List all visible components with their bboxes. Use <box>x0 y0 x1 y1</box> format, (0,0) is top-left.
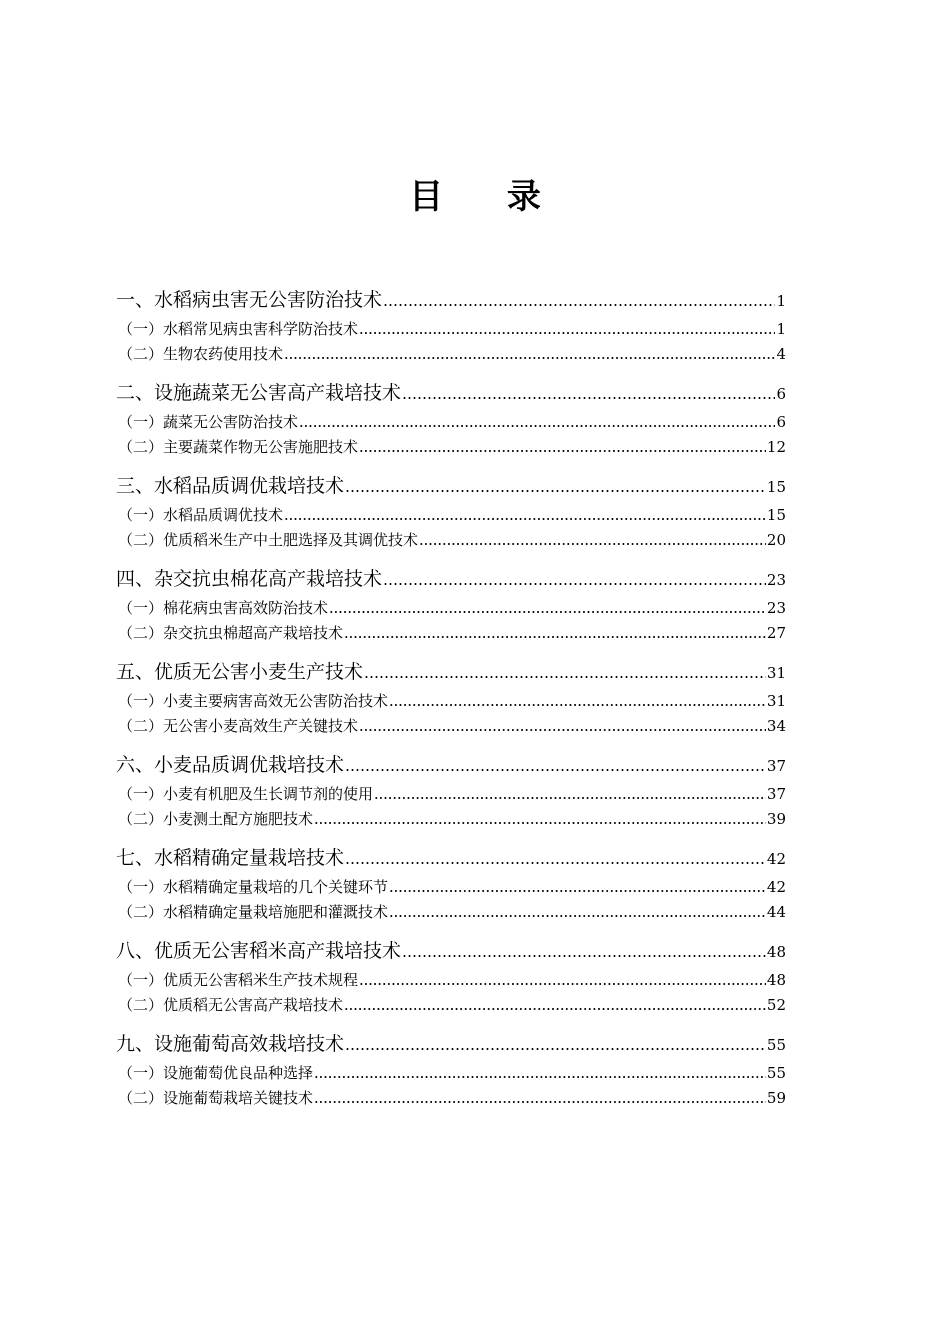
toc-section-entry[interactable] <box>116 621 786 646</box>
toc-entry-title: （二）小麦测土配方施肥技术 <box>118 810 314 828</box>
toc-chapter <box>116 376 786 460</box>
toc-entry-title: （二）无公害小麦高效生产关键技术 <box>118 717 359 735</box>
dot-leader <box>383 567 766 586</box>
toc-section-entry[interactable] <box>116 503 786 528</box>
dot-leader <box>345 846 766 865</box>
toc-entry-title: （二）设施葡萄栽培关键技术 <box>118 1089 314 1107</box>
dot-leader <box>402 939 766 958</box>
dot-leader <box>359 320 775 335</box>
toc-page-number: 20 <box>766 531 786 549</box>
toc-page-number: 15 <box>766 506 786 524</box>
dot-leader <box>383 288 775 307</box>
dot-leader <box>345 474 766 493</box>
toc-section-entry[interactable] <box>116 410 786 435</box>
dot-leader <box>284 345 775 360</box>
toc-page-number: 1 <box>776 292 786 310</box>
dot-leader <box>345 753 766 772</box>
dot-leader <box>329 599 766 614</box>
dot-leader <box>419 531 766 546</box>
toc-section-entry[interactable] <box>116 1086 786 1111</box>
toc-page-number: 48 <box>766 971 786 989</box>
dot-leader <box>344 996 766 1011</box>
toc-entry-title: 一、水稻病虫害无公害防治技术 <box>116 289 383 311</box>
toc-page-number: 37 <box>766 757 786 775</box>
toc-entry-title: （一）水稻常见病虫害科学防治技术 <box>118 320 359 338</box>
toc-chapter-entry[interactable] <box>116 655 786 689</box>
toc-section-entry[interactable] <box>116 714 786 739</box>
toc-page-number: 6 <box>776 385 786 403</box>
toc-entry-title: 六、小麦品质调优栽培技术 <box>116 754 345 776</box>
toc-section-entry[interactable] <box>116 435 786 460</box>
dot-leader <box>374 785 766 800</box>
toc-section-entry[interactable] <box>116 317 786 342</box>
dot-leader <box>359 971 766 986</box>
toc-page-number: 23 <box>766 599 786 617</box>
toc-page-number: 6 <box>776 413 786 431</box>
dot-leader <box>344 624 766 639</box>
toc-page-number: 31 <box>766 692 786 710</box>
dot-leader <box>359 438 766 453</box>
toc-page-number: 55 <box>766 1036 786 1054</box>
toc-entry-title: （一）设施葡萄优良品种选择 <box>118 1064 314 1082</box>
toc-entry-title: （二）主要蔬菜作物无公害施肥技术 <box>118 438 359 456</box>
toc-chapter-entry[interactable] <box>116 841 786 875</box>
dot-leader <box>364 660 766 679</box>
dot-leader <box>284 506 766 521</box>
toc-chapter <box>116 1027 786 1111</box>
toc-entry-title: 九、设施葡萄高效栽培技术 <box>116 1033 345 1055</box>
toc-page-number: 12 <box>766 438 786 456</box>
dot-leader <box>359 717 766 732</box>
toc-chapter <box>116 283 786 367</box>
toc-page-number: 52 <box>766 996 786 1014</box>
table-of-contents <box>116 283 786 1120</box>
toc-entry-title: （一）小麦主要病害高效无公害防治技术 <box>118 692 389 710</box>
toc-page-number: 42 <box>766 878 786 896</box>
toc-entry-title: 七、水稻精确定量栽培技术 <box>116 847 345 869</box>
toc-page-number: 34 <box>766 717 786 735</box>
toc-entry-title: 八、优质无公害稻米高产栽培技术 <box>116 940 402 962</box>
toc-entry-title: （一）优质无公害稻米生产技术规程 <box>118 971 359 989</box>
toc-section-entry[interactable] <box>116 1061 786 1086</box>
toc-chapter <box>116 655 786 739</box>
dot-leader <box>345 1032 766 1051</box>
toc-chapter-entry[interactable] <box>116 562 786 596</box>
toc-chapter-entry[interactable] <box>116 748 786 782</box>
toc-page-number: 23 <box>766 571 786 589</box>
dot-leader <box>299 413 775 428</box>
toc-entry-title: （一）蔬菜无公害防治技术 <box>118 413 299 431</box>
toc-section-entry[interactable] <box>116 689 786 714</box>
toc-entry-title: 二、设施蔬菜无公害高产栽培技术 <box>116 382 402 404</box>
toc-page-number: 39 <box>766 810 786 828</box>
toc-chapter <box>116 748 786 832</box>
toc-section-entry[interactable] <box>116 875 786 900</box>
toc-entry-title: （一）水稻精确定量栽培的几个关键环节 <box>118 878 389 896</box>
toc-entry-title: （一）棉花病虫害高效防治技术 <box>118 599 329 617</box>
dot-leader <box>389 903 766 918</box>
toc-chapter-entry[interactable] <box>116 283 786 317</box>
toc-page-number: 4 <box>776 345 786 363</box>
toc-section-entry[interactable] <box>116 528 786 553</box>
toc-page-number: 37 <box>766 785 786 803</box>
dot-leader <box>389 692 766 707</box>
toc-entry-title: （二）杂交抗虫棉超高产栽培技术 <box>118 624 344 642</box>
toc-section-entry[interactable] <box>116 342 786 367</box>
dot-leader <box>314 1089 766 1104</box>
dot-leader <box>314 810 766 825</box>
toc-chapter <box>116 562 786 646</box>
toc-section-entry[interactable] <box>116 807 786 832</box>
toc-chapter-entry[interactable] <box>116 1027 786 1061</box>
dot-leader <box>389 878 766 893</box>
dot-leader <box>314 1064 766 1079</box>
toc-entry-title: （一）水稻品质调优技术 <box>118 506 284 524</box>
toc-chapter-entry[interactable] <box>116 376 786 410</box>
toc-page-number: 44 <box>766 903 786 921</box>
page-title: 目 录 <box>409 177 567 217</box>
toc-section-entry[interactable] <box>116 968 786 993</box>
toc-entry-title: 五、优质无公害小麦生产技术 <box>116 661 364 683</box>
toc-entry-title: （二）水稻精确定量栽培施肥和灌溉技术 <box>118 903 389 921</box>
toc-chapter-entry[interactable] <box>116 469 786 503</box>
toc-chapter-entry[interactable] <box>116 934 786 968</box>
toc-page-number: 31 <box>766 664 786 682</box>
toc-chapter <box>116 934 786 1018</box>
toc-page-number: 59 <box>766 1089 786 1107</box>
toc-page-number: 1 <box>776 320 786 338</box>
toc-section-entry[interactable] <box>116 782 786 807</box>
toc-page-number: 15 <box>766 478 786 496</box>
toc-section-entry[interactable] <box>116 900 786 925</box>
toc-entry-title: （一）小麦有机肥及生长调节剂的使用 <box>118 785 374 803</box>
toc-chapter <box>116 841 786 925</box>
dot-leader <box>402 381 775 400</box>
toc-page-number: 55 <box>766 1064 786 1082</box>
toc-entry-title: （二）生物农药使用技术 <box>118 345 284 363</box>
toc-page-number: 27 <box>766 624 786 642</box>
toc-entry-title: （二）优质稻米生产中土肥选择及其调优技术 <box>118 531 419 549</box>
toc-page-number: 48 <box>766 943 786 961</box>
toc-entry-title: 四、杂交抗虫棉花高产栽培技术 <box>116 568 383 590</box>
toc-entry-title: （二）优质稻无公害高产栽培技术 <box>118 996 344 1014</box>
toc-page-number: 42 <box>766 850 786 868</box>
toc-entry-title: 三、水稻品质调优栽培技术 <box>116 475 345 497</box>
toc-chapter <box>116 469 786 553</box>
toc-section-entry[interactable] <box>116 993 786 1018</box>
toc-section-entry[interactable] <box>116 596 786 621</box>
